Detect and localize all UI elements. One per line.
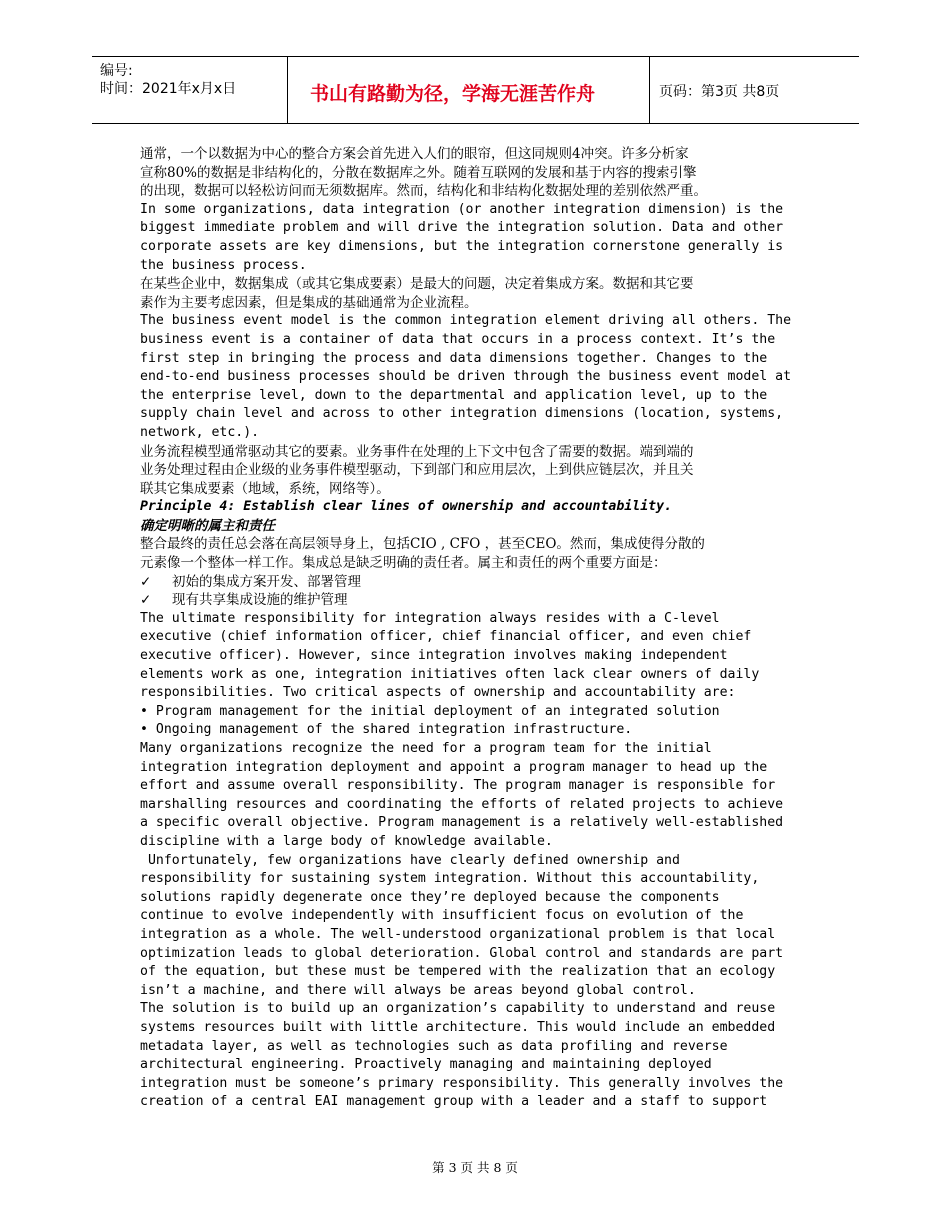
text-line: The ultimate responsibility for integration always resides with a C-level [140, 610, 720, 626]
text-line: The solution is to build up an organization’s capability to understand and reuse [140, 1001, 776, 1017]
page-info: 页码：第3页 共8页 [659, 84, 780, 100]
document-number-label: 编号: [100, 63, 133, 79]
header-divider-right [649, 57, 650, 123]
text-line: of the equation, but these must be tempered with the realization that an ecology [140, 964, 776, 980]
checklist-item [140, 573, 820, 592]
text-line: • Ongoing management of the shared integration infrastructure. [140, 722, 633, 738]
text-line: end-to-end business processes should be driven through the business event model at [140, 369, 792, 385]
text-line: biggest immediate problem and will drive the integration solution. Data and other [140, 220, 784, 236]
text-line: network, etc.). [140, 424, 260, 440]
text-line: metadata layer, as well as technologies such as data profiling and reverse [140, 1038, 728, 1054]
text-line: 素作为主要考虑因素，但是集成的基础通常为企业流程。 [140, 294, 478, 311]
text-line: 的出现，数据可以轻松访问而无须数据库。然而，结构化和非结构化数据处理的差别依然严重。 [140, 183, 707, 200]
text-line: integration must be someone’s primary responsibility. This generally involves the [140, 1075, 784, 1091]
text-line: architectural engineering. Proactively managing and maintaining deployed [140, 1057, 712, 1073]
text-line: business event is a container of data that occurs in a process context. It’s the [140, 331, 776, 347]
section-heading: Principle 4: Establish clear lines of ownership and accountability. [140, 499, 672, 515]
checklist-item-text: 初始的集成方案开发、部署管理 [172, 573, 361, 590]
text-line: 整合最终的责任总会落在高层领导身上，包括CIO , CFO ，甚至CEO。然而，集成使得分散的 [140, 536, 705, 553]
text-line: responsibilities. Two critical aspects of ownership and accountability are: [140, 685, 736, 701]
text-line: Unfortunately, few organizations have clearly defined ownership and [140, 852, 680, 868]
text-line: supply chain level and across to other integration dimensions (location, systems, [140, 406, 784, 422]
checklist-item [140, 591, 820, 610]
text-line: marshalling resources and coordinating the efforts of related projects to achieve [140, 796, 784, 812]
text-line: The business event model is the common integration element driving all others. The [140, 313, 792, 329]
text-line: systems resources built with little architecture. This would include an embedded [140, 1019, 776, 1035]
checklist-item-text: 现有共享集成设施的维护管理 [172, 592, 348, 609]
text-line: discipline with a large body of knowledge available. [140, 833, 553, 849]
text-line: the enterprise level, down to the departmental and application level, up to the [140, 387, 768, 403]
document-body [140, 145, 820, 1112]
text-line: In some organizations, data integration (or another integration dimension) is the [140, 201, 784, 217]
text-line: effort and assume overall responsibility. The program manager is responsible for [140, 778, 776, 794]
text-line: first step in bringing the process and data dimensions together. Changes to the [140, 350, 768, 366]
page-header [92, 56, 859, 124]
check-icon: ✓ [140, 592, 152, 609]
text-line: a specific overall objective. Program management is a relatively well-established [140, 815, 784, 831]
check-icon: ✓ [140, 573, 152, 590]
text-line: 元素像一个整体一样工作。集成总是缺乏明确的责任者。属主和责任的两个重要方面是： [140, 555, 667, 572]
text-line: integration as a whole. The well-understood organizational problem is that local [140, 926, 776, 942]
text-line: the business process. [140, 257, 307, 273]
text-line: solutions rapidly degenerate once they’re deployed because the components [140, 889, 720, 905]
text-line: creation of a central EAI management group with a leader and a staff to support [140, 1094, 768, 1110]
text-line: 宣称80%的数据是非结构化的，分散在数据库之外。随着互联网的发展和基于内容的搜索引擎 [140, 164, 697, 181]
text-line: 业务处理过程由企业级的业务事件模型驱动，下到部门和应用层次，上到供应链层次，并且关 [140, 462, 694, 479]
header-divider-left [287, 57, 288, 123]
text-line: elements work as one, integration initiatives often lack clear owners of daily [140, 666, 760, 682]
text-line: integration integration deployment and appoint a program manager to head up the [140, 759, 768, 775]
text-line: continue to evolve independently with insufficient focus on evolution of the [140, 908, 744, 924]
text-line: executive officer). However, since integration involves making independent [140, 648, 728, 664]
text-line: optimization leads to global deterioration. Global control and standards are part [140, 945, 784, 961]
text-line: isn’t a machine, and there will always be areas beyond global control. [140, 982, 696, 998]
text-line: responsibility for sustaining system integration. Without this accountability, [140, 871, 760, 887]
text-line: Many organizations recognize the need for a program team for the initial [140, 741, 712, 756]
text-line: • Program management for the initial deployment of an integrated solution [140, 703, 720, 719]
text-line: 通常，一个以数据为中心的整合方案会首先进入人们的眼帘，但这同规则4冲突。许多分析家 [140, 146, 689, 162]
section-heading: 确定明晰的属主和责任 [140, 517, 275, 534]
document-time-label: 时间：2021年x月x日 [100, 81, 237, 97]
text-line: 联其它集成要素（地域，系统，网络等）。 [140, 480, 390, 497]
header-motto: 书山有路勤为径，学海无涯苦作舟 [310, 83, 596, 105]
page-footer: 第 3 页 共 8 页 [432, 1160, 518, 1175]
text-line: 业务流程模型通常驱动其它的要素。业务事件在处理的上下文中包含了需要的数据。端到端的 [140, 443, 694, 460]
text-line: 在某些企业中，数据集成（或其它集成要素）是最大的问题，决定着集成方案。数据和其它要 [140, 276, 694, 293]
text-line: corporate assets are key dimensions, but the integration cornerstone generally is [140, 238, 784, 254]
text-line: executive (chief information officer, chief financial officer, and even chief [140, 629, 752, 645]
